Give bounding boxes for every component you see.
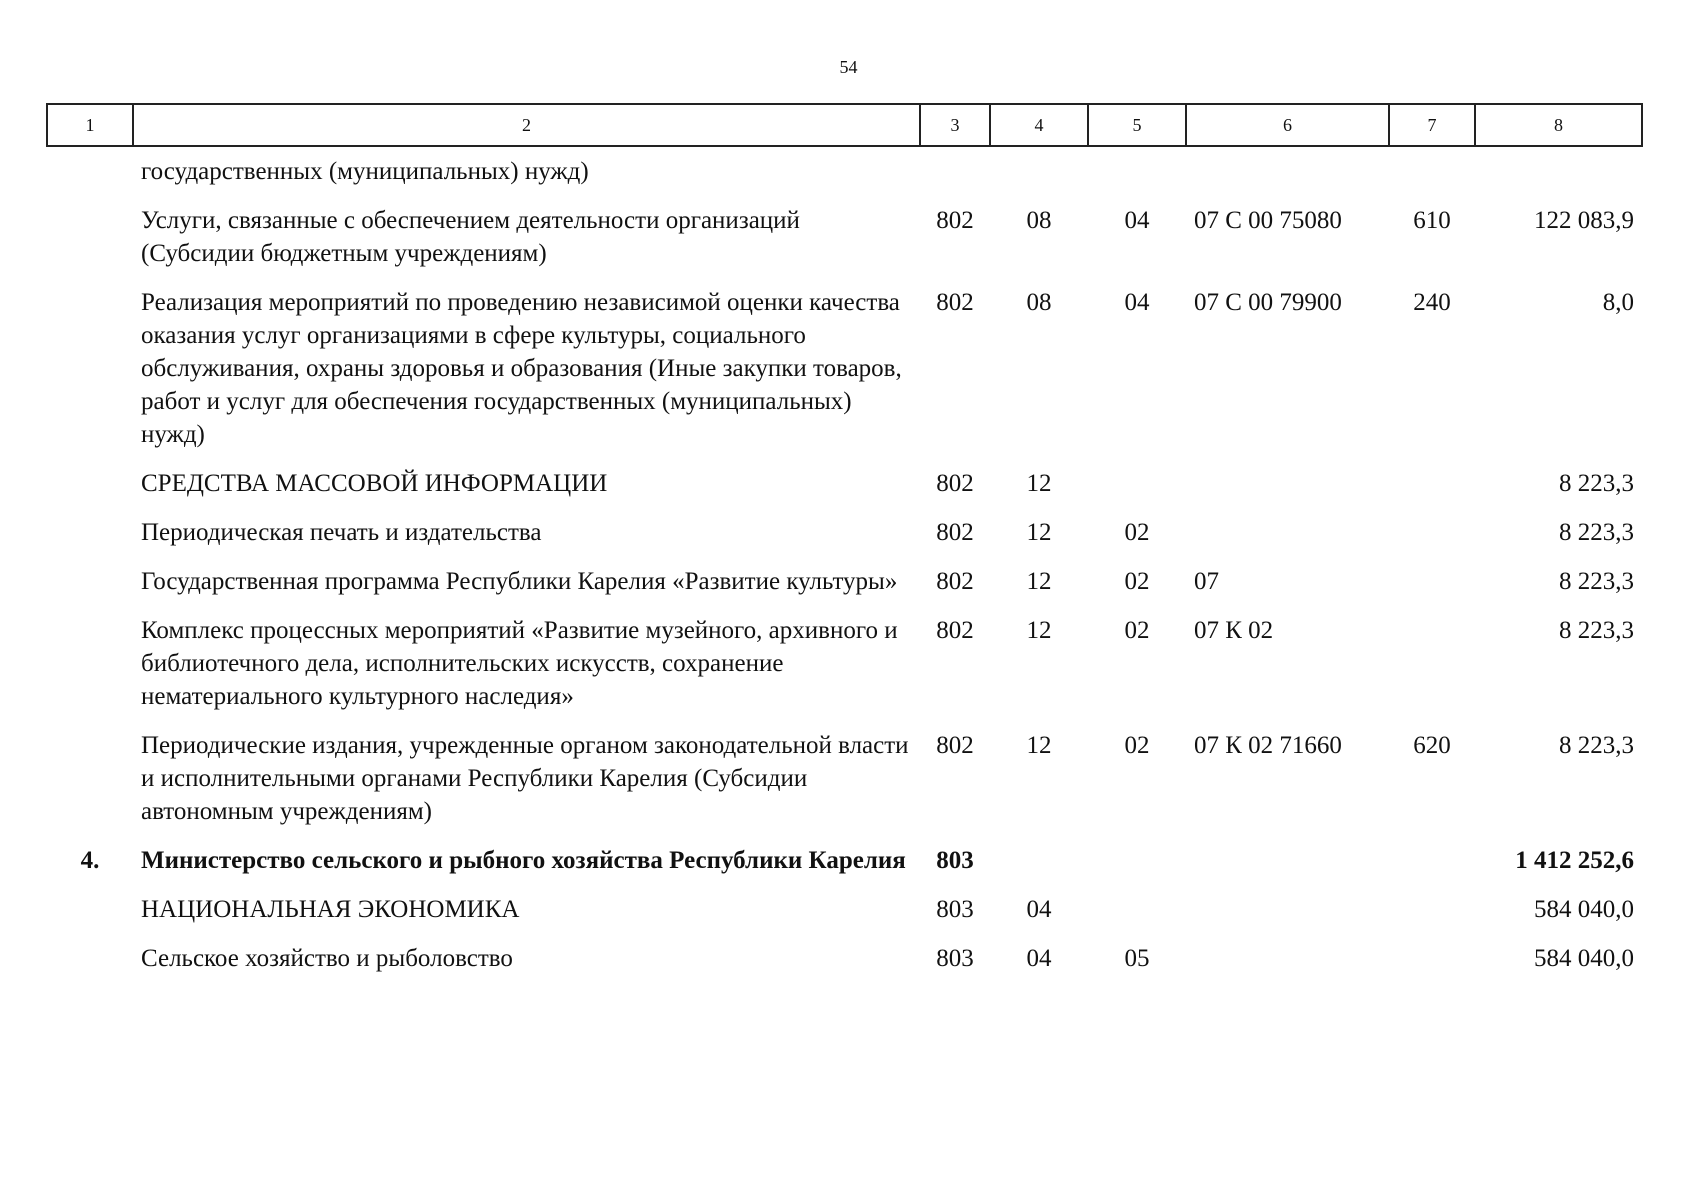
code-expense-type [1389,451,1475,500]
row-amount: 8,0 [1602,289,1634,316]
row-name: Услуги, связанные с обеспечением деятельности организаций (Субсидии бюджетным учреждениям) [141,207,800,267]
code-ministry: 802 [936,470,974,497]
row-amount [1475,146,1642,188]
table-row [47,549,1642,598]
code-expense-type [1389,500,1475,549]
code-subsection: 04 [1124,289,1150,316]
code-target-article [1186,877,1389,926]
row-amount: 8 223,3 [1559,519,1634,546]
code-expense-type [1389,549,1475,598]
code-section: 08 [1026,289,1052,316]
row-name: государственных (муниципальных) нужд) [141,158,589,185]
row-name: Периодическая печать и издательства [141,519,542,546]
table-row [47,451,1642,500]
code-subsection [1088,828,1186,877]
table-row [47,146,1642,188]
row-number [47,713,133,828]
row-name: Государственная программа Республики Карелия «Развитие культуры» [141,568,898,595]
table-row [47,598,1642,713]
column-header: 7 [1389,104,1475,146]
code-ministry [920,146,990,188]
table-row [47,877,1642,926]
code-subsection: 02 [1124,617,1150,644]
column-header: 8 [1475,104,1642,146]
row-name: Сельское хозяйство и рыболовство [141,945,513,972]
code-ministry: 802 [936,732,974,759]
row-amount: 8 223,3 [1559,470,1634,497]
table-row [47,926,1642,975]
code-subsection [1088,877,1186,926]
code-section [990,146,1088,188]
code-subsection: 02 [1124,568,1150,595]
code-expense-type [1389,877,1475,926]
code-expense-type: 620 [1413,732,1451,759]
code-expense-type [1389,828,1475,877]
row-number [47,926,133,975]
code-section: 08 [1026,207,1052,234]
row-amount: 8 223,3 [1559,732,1634,759]
code-subsection: 05 [1124,945,1150,972]
code-section: 12 [1026,617,1052,644]
code-expense-type [1389,598,1475,713]
code-ministry: 802 [936,519,974,546]
row-amount: 584 040,0 [1534,945,1634,972]
column-header: 3 [920,104,990,146]
code-expense-type: 610 [1413,207,1451,234]
row-amount: 8 223,3 [1559,617,1634,644]
code-target-article: 07 К 02 71660 [1194,732,1342,759]
code-target-article [1186,500,1389,549]
table-body [47,146,1642,975]
row-name: Периодические издания, учрежденные органом законодательной власти и исполнительными органами Республики Карелия (Субсидии автономным учреждениям) [141,732,909,825]
code-target-article: 07 [1194,568,1219,595]
row-number [47,451,133,500]
code-ministry: 803 [936,847,974,874]
column-header: 2 [133,104,920,146]
code-subsection: 04 [1124,207,1150,234]
code-expense-type [1389,926,1475,975]
row-number [47,549,133,598]
budget-table [46,103,1643,975]
table-row [47,500,1642,549]
code-ministry: 802 [936,207,974,234]
page-number: 54 [839,57,858,77]
row-name: Министерство сельского и рыбного хозяйства Республики Карелия [141,847,906,874]
code-target-article: 07 С 00 79900 [1194,289,1342,316]
column-header: 5 [1088,104,1186,146]
budget-table-container [46,103,1641,975]
code-target-article: 07 С 00 75080 [1194,207,1342,234]
code-target-article [1186,451,1389,500]
table-row [47,270,1642,451]
code-section: 12 [1026,732,1052,759]
code-expense-type [1389,146,1475,188]
row-amount: 1 412 252,6 [1515,847,1634,874]
code-target-article: 07 К 02 [1194,617,1274,644]
code-section [990,828,1088,877]
code-ministry: 803 [936,945,974,972]
code-ministry: 802 [936,568,974,595]
table-row [47,828,1642,877]
column-header: 4 [990,104,1088,146]
code-subsection [1088,451,1186,500]
column-header: 1 [47,104,133,146]
row-number [47,146,133,188]
row-name: Реализация мероприятий по проведению независимой оценки качества оказания услуг организациями в сфере культуры, социального обслуживания, охраны здоровья и образования (Иные закупки товаров, работ и услуг для обеспечения государственных (муниципальных) нужд) [141,289,902,448]
code-subsection [1088,146,1186,188]
code-subsection: 02 [1124,519,1150,546]
table-row [47,188,1642,270]
row-amount: 584 040,0 [1534,896,1634,923]
code-ministry: 802 [936,289,974,316]
row-number [47,500,133,549]
row-amount: 8 223,3 [1559,568,1634,595]
row-name: СРЕДСТВА МАССОВОЙ ИНФОРМАЦИИ [141,470,608,497]
code-section: 12 [1026,470,1052,497]
row-amount: 122 083,9 [1534,207,1634,234]
code-expense-type: 240 [1413,289,1451,316]
code-ministry: 802 [936,617,974,644]
column-header: 6 [1186,104,1389,146]
row-number: 4. [80,847,100,874]
code-target-article [1186,146,1389,188]
code-section: 12 [1026,568,1052,595]
code-target-article [1186,828,1389,877]
code-ministry: 803 [936,896,974,923]
row-number [47,188,133,270]
code-section: 12 [1026,519,1052,546]
code-target-article [1186,926,1389,975]
row-number [47,598,133,713]
row-name: НАЦИОНАЛЬНАЯ ЭКОНОМИКА [141,896,520,923]
row-name: Комплекс процессных мероприятий «Развитие музейного, архивного и библиотечного дела, исполнительских искусств, сохранение нематериального культурного наследия» [141,617,898,710]
code-subsection: 02 [1124,732,1150,759]
row-number [47,270,133,451]
code-section: 04 [1026,896,1052,923]
table-row [47,713,1642,828]
table-header [47,104,1642,146]
row-number [47,877,133,926]
code-section: 04 [1026,945,1052,972]
